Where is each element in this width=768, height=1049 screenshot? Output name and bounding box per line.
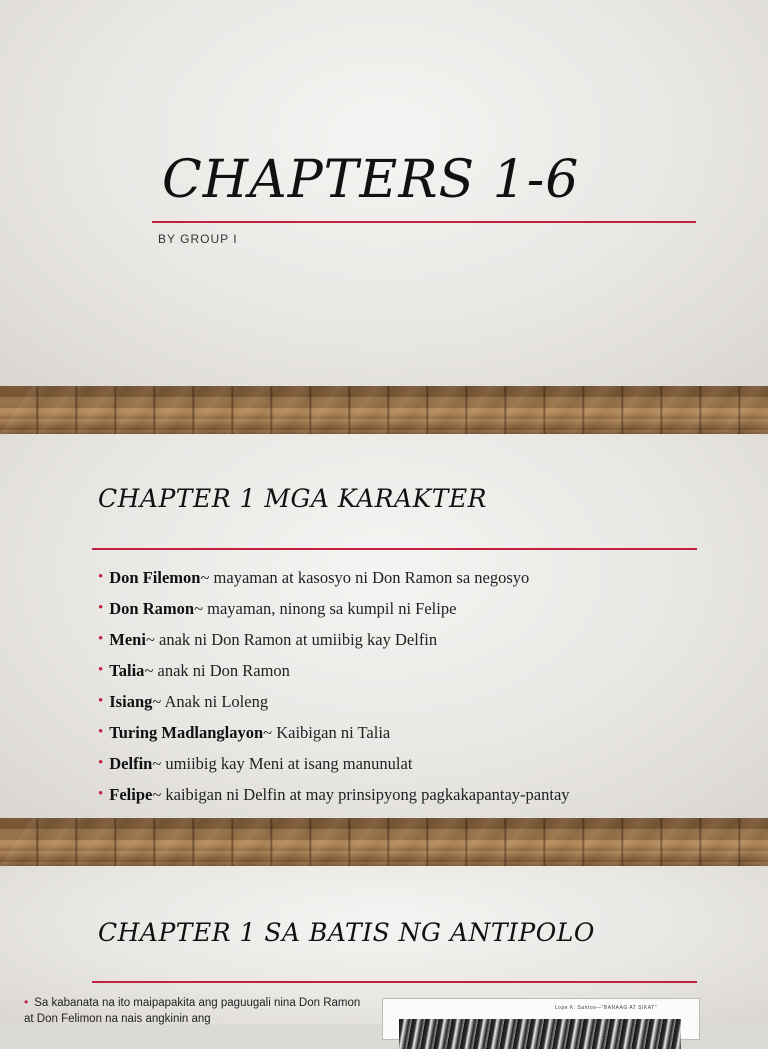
character-desc: ~ Anak ni Loleng — [152, 691, 269, 711]
character-name: Turing Madlanglayon — [109, 722, 264, 742]
summary-text — [24, 994, 364, 1027]
bullet-icon: • — [98, 724, 104, 740]
list-item — [98, 655, 570, 686]
character-name: Isiang — [109, 691, 153, 711]
bullet-icon: • — [98, 569, 104, 585]
character-name: Felipe — [109, 784, 153, 804]
list-item — [98, 624, 570, 655]
character-name: Delfin — [109, 753, 153, 773]
slide-1 — [0, 0, 768, 386]
character-desc: ~ mayaman at kasosyo ni Don Ramon sa negosyo — [200, 567, 530, 587]
list-item — [98, 562, 570, 593]
slide-title: CHAPTERS 1-6 — [162, 150, 580, 210]
heading-rule — [92, 548, 697, 550]
character-name: Don Filemon — [109, 567, 201, 587]
image-caption: Lope K. Santos—"BANAAG AT SIKAT" — [554, 1005, 657, 1011]
wood-floor-2 — [0, 818, 768, 866]
summary-paragraph: Sa kabanata na ito maipapakita ang paguugali nina Don Ramon at Don Felimon na nais angkinin ang — [24, 997, 361, 1025]
bullet-icon: • — [98, 755, 104, 771]
bullet-icon: • — [98, 662, 104, 678]
wood-floor-1 — [0, 386, 768, 434]
bullet-icon: • — [98, 600, 104, 616]
title-rule — [152, 221, 696, 223]
character-desc: ~ anak ni Don Ramon — [144, 660, 290, 680]
list-item — [98, 593, 570, 624]
character-list — [98, 562, 570, 810]
bullet-icon: • — [98, 693, 104, 709]
bullet-icon: • — [98, 786, 104, 802]
slide-heading: CHAPTER 1 MGA KARAKTER — [98, 484, 487, 513]
bullet-icon: • — [24, 995, 29, 1009]
slide-subtitle: BY GROUP I — [158, 232, 238, 246]
slide-heading: CHAPTER 1 SA BATIS NG ANTIPOLO — [98, 918, 595, 947]
list-item — [98, 717, 570, 748]
character-desc: ~ Kaibigan ni Talia — [263, 722, 391, 742]
heading-rule — [92, 981, 697, 983]
list-item — [98, 748, 570, 779]
character-name: Don Ramon — [109, 598, 195, 618]
list-item — [98, 686, 570, 717]
character-desc: ~ kaibigan ni Delfin at may prinsipyong pagkakapantay-pantay — [152, 784, 570, 804]
list-item — [98, 779, 570, 810]
book-page-image — [382, 998, 700, 1040]
character-desc: ~ umiibig kay Meni at isang manunulat — [152, 753, 413, 773]
character-name: Talia — [109, 660, 145, 680]
character-desc: ~ mayaman, ninong sa kumpil ni Felipe — [194, 598, 457, 618]
character-desc: ~ anak ni Don Ramon at umiibig kay Delfin — [145, 629, 438, 649]
character-name: Meni — [109, 629, 146, 649]
bullet-icon: • — [98, 631, 104, 647]
